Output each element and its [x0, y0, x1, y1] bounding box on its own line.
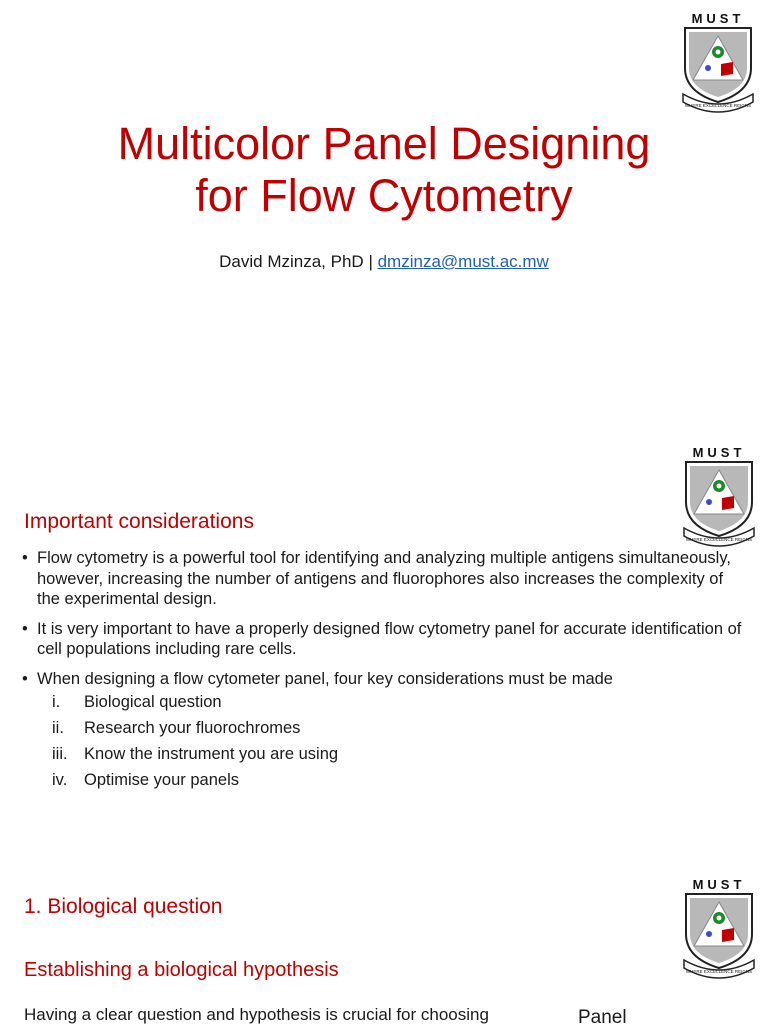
section-subheading: Establishing a biological hypothesis	[24, 959, 339, 981]
sublist-text: Know the instrument you are using	[84, 745, 339, 763]
title-line-2: for Flow Cytometry	[195, 170, 573, 221]
author-name: David Mzinza, PhD	[219, 252, 364, 271]
bullet-text: When designing a flow cytometer panel, four key considerations must be made	[37, 669, 613, 688]
sublist-text: Optimise your panels	[84, 771, 239, 789]
considerations-slide	[0, 420, 768, 845]
section-heading: Important considerations	[24, 510, 254, 533]
sublist-text: Biological question	[84, 693, 222, 711]
sublist-number: iii.	[52, 745, 68, 763]
bullet-list	[22, 548, 742, 800]
must-logo	[675, 6, 761, 114]
sublist-item	[37, 718, 742, 739]
considerations-sublist	[37, 692, 742, 791]
bullet-item	[22, 669, 742, 791]
panel-label: Panel	[578, 1007, 627, 1024]
author-line	[0, 252, 768, 272]
title-slide	[0, 0, 768, 420]
must-logo	[676, 440, 762, 548]
biological-question-slide	[0, 845, 768, 1024]
sublist-item	[37, 744, 742, 765]
slide-title	[0, 118, 768, 222]
body-text: Having a clear question and hypothesis is crucial for choosing	[24, 1005, 489, 1024]
logo-motto: WHERE EXCELLENCE REIGNS	[685, 537, 753, 542]
must-logo	[676, 872, 762, 980]
author-separator: |	[368, 252, 373, 271]
sublist-text: Research your fluorochromes	[84, 719, 301, 737]
sublist-number: i.	[52, 693, 61, 711]
bullet-item: • It is very important to have a properly designed flow cytometry panel for accurate identification of cell populations including rare cells.	[22, 619, 742, 660]
section-heading: 1. Biological question	[24, 895, 223, 918]
sublist-item	[37, 770, 742, 791]
title-line-1: Multicolor Panel Designing	[117, 118, 651, 169]
sublist-number: ii.	[52, 719, 64, 737]
logo-text: MUST	[692, 877, 746, 892]
sublist-item	[37, 692, 742, 713]
sublist-number: iv.	[52, 771, 68, 789]
logo-text: MUST	[691, 11, 745, 26]
author-email-link[interactable]: dmzinza@must.ac.mw	[377, 252, 549, 271]
bullet-item: • Flow cytometry is a powerful tool for identifying and analyzing multiple antigens simultaneously, however, increasing the number of antigens and fluorophores also increases the complexity of the experimental design.	[22, 548, 742, 610]
logo-motto: WHERE EXCELLENCE REIGNS	[684, 103, 752, 108]
logo-motto: WHERE EXCELLENCE REIGNS	[685, 969, 753, 974]
logo-text: MUST	[692, 445, 746, 460]
